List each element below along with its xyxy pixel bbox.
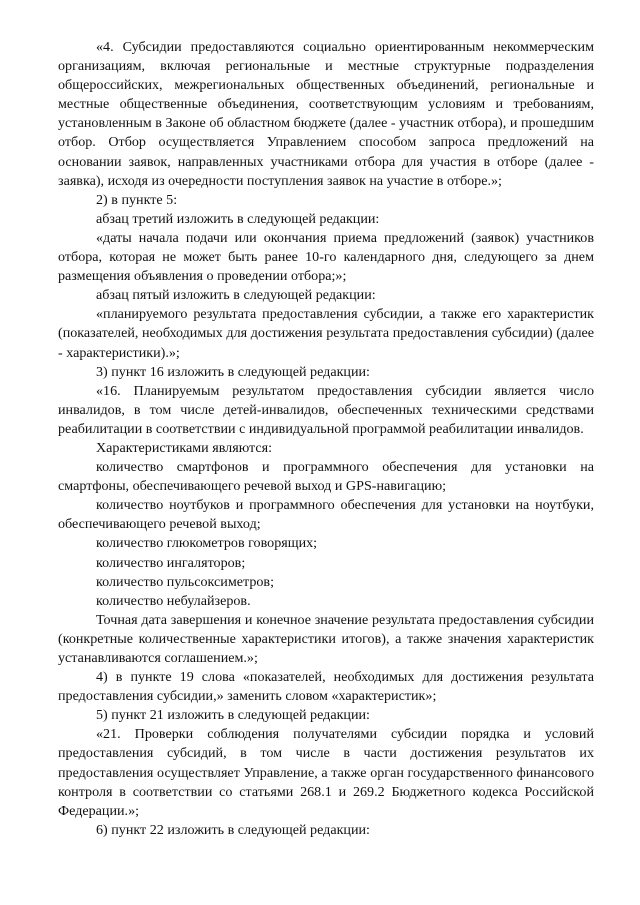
list-item-laptops: количество ноутбуков и программного обеспечения для установки на ноутбуки, обеспечивающего речевой выход;: [58, 497, 594, 533]
paragraph-item-4: «4. Субсидии предоставляются социально ориентированным некоммерческим организациям, включая региональные и местные структурные подразделения общероссийских, межрегиональных общественных объединений, региональные и местные общественные объединения, соответствующим условиям и требованиям, установленным в Законе об областном бюджете (далее - участник отбора), и прошедшим отбор. Отбор осуществляется Управлением способом запроса предложений на основании заявок, направленных участниками отбора для участия в отборе (далее - заявка), исходя из очередности поступления заявок на участие в отборе.»;: [58, 39, 594, 189]
paragraph-abzac-3-heading: абзац третий изложить в следующей редакции:: [96, 210, 380, 227]
paragraph-characteristics-heading: Характеристиками являются:: [96, 439, 273, 456]
paragraph-exact-date: Точная дата завершения и конечное значение результата предоставления субсидии (конкретные количественные характеристики итогов), а также значения характеристик устанавливаются соглашением.»;: [58, 611, 594, 666]
paragraph-item-21: «21. Проверки соблюдения получателями субсидии порядка и условий предоставления субсидий, в том числе в части достижения результатов их предоставления осуществляет Управление, а также орган государственного финансового контроля в соответствии со статьями 268.1 и 269.2 Бюджетного кодекса Российской Федерации.»;: [58, 726, 594, 819]
list-item-nebulizers: количество небулайзеров.: [96, 592, 251, 609]
list-item-glucometers: количество глюкометров говорящих;: [96, 535, 318, 552]
list-item-pulse-oximeters: количество пульсоксиметров;: [96, 573, 275, 590]
paragraph-abzac-5-text: «планируемого результата предоставления субсидии, а также его характеристик (показателей, необходимых для достижения результата предоставления субсидии) (далее - характеристики).»;: [58, 306, 594, 361]
paragraph-point-4: 4) в пункте 19 слова «показателей, необходимых для достижения результата предоставления субсидии,» заменить словом «характеристик»;: [58, 669, 594, 705]
paragraph-point-5: 5) пункт 21 изложить в следующей редакции:: [96, 707, 370, 724]
paragraph-abzac-5-heading: абзац пятый изложить в следующей редакции:: [96, 287, 376, 304]
paragraph-abzac-3-text: «даты начала подачи или окончания приема предложений (заявок) участников отбора, которая не может быть ранее 10-го календарного дня, следующего за днем размещения объявления о проведении отбора;»;: [58, 229, 594, 285]
paragraph-point-3: 3) пункт 16 изложить в следующей редакции:: [96, 363, 370, 380]
list-item-smartphones: количество смартфонов и программного обеспечения для установки на смартфоны, обеспечивающего речевой выход и GPS-навигацию;: [58, 459, 594, 495]
paragraph-item-16: «16. Планируемым результатом предоставления субсидии является число инвалидов, в том числе детей-инвалидов, обеспеченных техническими средствами реабилитации в соответствии с индивидуальной программой реабилитации инвалидов.: [58, 382, 594, 437]
list-item-inhalers: количество ингаляторов;: [96, 554, 246, 571]
paragraph-point-2: 2) в пункте 5:: [96, 191, 178, 208]
paragraph-point-6: 6) пункт 22 изложить в следующей редакции:: [96, 821, 370, 838]
